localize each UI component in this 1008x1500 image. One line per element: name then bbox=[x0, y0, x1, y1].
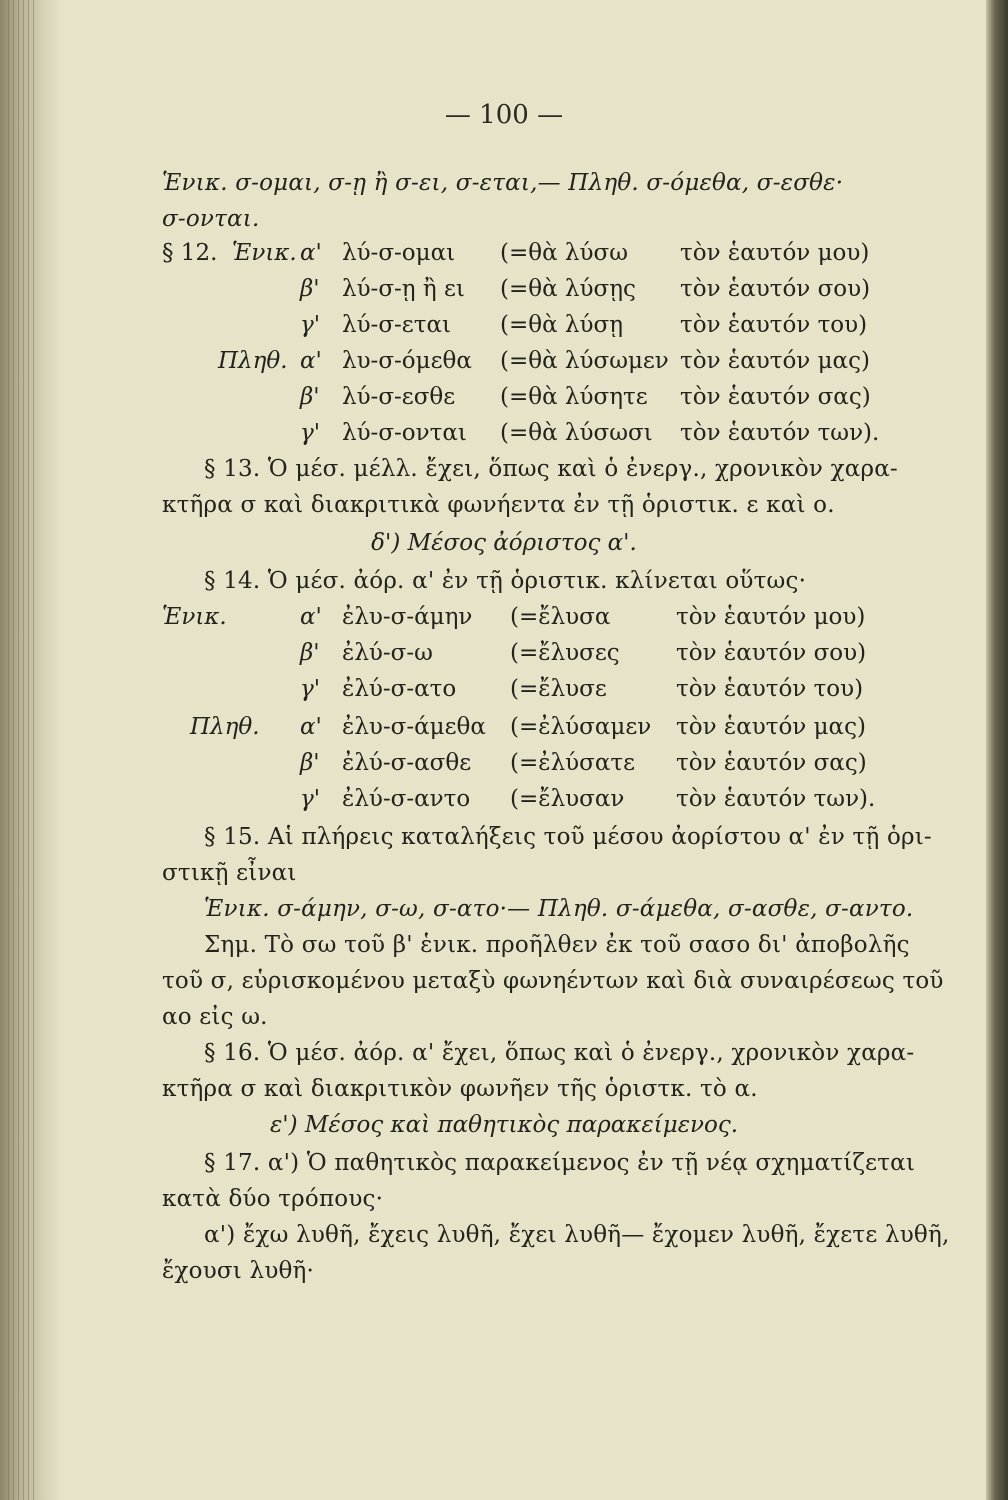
para15-line-1: § 15. Αἱ πλήρεις καταλήξεις τοῦ μέσου ἀορίστου α' ἐν τῇ ὁρι- bbox=[204, 824, 932, 850]
para16-line-2: κτῆρα σ καὶ διακριτικὸν φωνῆεν τῆς ὁριστκ. τὸ α. bbox=[162, 1076, 758, 1102]
row-person: γ' bbox=[300, 786, 321, 812]
row-person: β' bbox=[300, 750, 320, 776]
row-person: α' bbox=[300, 240, 322, 266]
row-equiv: (=ἐλύσαμεν bbox=[510, 714, 652, 740]
note-line-3: αο εἰς ω. bbox=[162, 1004, 268, 1030]
row-person: γ' bbox=[300, 312, 321, 338]
row-group: Πληθ. bbox=[190, 714, 260, 740]
row-equiv: (=θὰ λύσῃς bbox=[500, 276, 636, 302]
row-form: λύ-σ-ομαι bbox=[342, 240, 456, 266]
row-equiv: (=ἐλύσατε bbox=[510, 750, 636, 776]
row-group: Πληθ. bbox=[218, 348, 288, 374]
row-equiv: (=θὰ λύσῃ bbox=[500, 312, 623, 338]
row-refl: τὸν ἑαυτόν μου) bbox=[676, 604, 866, 630]
row-form: ἐλυ-σ-άμεθα bbox=[342, 714, 486, 740]
para17-line-2: κατὰ δύο τρόπους· bbox=[162, 1186, 384, 1212]
row-refl: τὸν ἑαυτόν σου) bbox=[680, 276, 871, 302]
para12-label: § 12. bbox=[162, 240, 218, 266]
row-equiv: (=θὰ λύσητε bbox=[500, 384, 648, 410]
row-form: ἐλύ-σ-ατο bbox=[342, 676, 457, 702]
row-equiv: (=θὰ λύσωμεν bbox=[500, 348, 669, 374]
row-person: β' bbox=[300, 276, 320, 302]
row-form: λύ-σ-εσθε bbox=[342, 384, 456, 410]
row-person: α' bbox=[300, 714, 322, 740]
row-group: Ἑνικ. bbox=[162, 604, 227, 630]
row-form: ἐλύ-σ-ασθε bbox=[342, 750, 472, 776]
row-refl: τὸν ἑαυτόν μας) bbox=[680, 348, 870, 374]
row-group: Ἑνικ. bbox=[232, 240, 297, 266]
row-refl: τὸν ἑαυτόν σας) bbox=[676, 750, 867, 776]
row-refl: τὸν ἑαυτόν των). bbox=[676, 786, 876, 812]
para14-intro: § 14. Ὁ μέσ. ἀόρ. α' ἐν τῇ ὁριστικ. κλίνεται οὕτως· bbox=[204, 568, 807, 594]
para13-line-1: § 13. Ὁ μέσ. μέλλ. ἔχει, ὅπως καὶ ὁ ἐνεργ., χρονικὸν χαρα- bbox=[204, 456, 898, 482]
row-person: α' bbox=[300, 604, 322, 630]
row-refl: τὸν ἑαυτόν μας) bbox=[676, 714, 866, 740]
note-line-2: τοῦ σ, εὑρισκομένου μεταξὺ φωνηέντων καὶ διὰ συναιρέσεως τοῦ bbox=[162, 968, 944, 994]
row-form: λύ-σ-ῃ ἢ ει bbox=[342, 276, 465, 302]
page-edges bbox=[8, 0, 38, 1500]
row-form: λυ-σ-όμεθα bbox=[342, 348, 472, 374]
row-equiv: (=θὰ λύσω bbox=[500, 240, 628, 266]
row-person: α' bbox=[300, 348, 322, 374]
para17-line-1: § 17. α') Ὁ παθητικὸς παρακείμενος ἐν τῇ νέᾳ σχηματίζεται bbox=[204, 1150, 916, 1176]
row-refl: τὸν ἑαυτόν σας) bbox=[680, 384, 871, 410]
row-refl: τὸν ἑαυτόν μου) bbox=[680, 240, 870, 266]
page-right-edge bbox=[986, 0, 1008, 1500]
row-person: β' bbox=[300, 640, 320, 666]
heading-delta: δ') Μέσος ἀόριστος α'. bbox=[371, 530, 637, 556]
row-refl: τὸν ἑαυτόν του) bbox=[676, 676, 864, 702]
row-form: λύ-σ-εται bbox=[342, 312, 451, 338]
row-refl: τὸν ἑαυτόν του) bbox=[680, 312, 868, 338]
row-equiv: (=ἔλυσες bbox=[510, 640, 620, 666]
para17-line-4: ἔχουσι λυθῆ· bbox=[162, 1258, 315, 1284]
row-form: ἐλύ-σ-αντο bbox=[342, 786, 471, 812]
row-equiv: (=ἔλυσαν bbox=[510, 786, 625, 812]
heading-epsilon: ε') Μέσος καὶ παθητικὸς παρακείμενος. bbox=[269, 1112, 739, 1138]
para16-line-1: § 16. Ὁ μέσ. ἀόρ. α' ἔχει, ὅπως καὶ ὁ ἐνεργ., χρονικὸν χαρα- bbox=[204, 1040, 915, 1066]
page-number: — 100 — bbox=[444, 100, 564, 130]
row-refl: τὸν ἑαυτόν σου) bbox=[676, 640, 867, 666]
intro-line-1: Ἑνικ. σ-ομαι, σ-ῃ ἢ σ-ει, σ-εται,— Πληθ. σ-όμεθα, σ-εσθε· bbox=[162, 170, 844, 196]
note-line-1: Σημ. Τὸ σω τοῦ β' ἑνικ. προῆλθεν ἐκ τοῦ σασο δι' ἀποβολῆς bbox=[204, 932, 910, 958]
para15-line-2: στικῇ εἶναι bbox=[162, 860, 297, 886]
row-equiv: (=θὰ λύσωσι bbox=[500, 420, 653, 446]
para13-line-2: κτῆρα σ καὶ διακριτικὰ φωνήεντα ἐν τῇ ὁριστικ. ε καὶ ο. bbox=[162, 492, 835, 518]
para15-line-3: Ἑνικ. σ-άμην, σ-ω, σ-ατο·— Πληθ. σ-άμεθα, σ-ασθε, σ-αντο. bbox=[204, 896, 914, 922]
row-refl: τὸν ἑαυτόν των). bbox=[680, 420, 880, 446]
intro-line-2: σ-ονται. bbox=[162, 206, 260, 232]
row-person: β' bbox=[300, 384, 320, 410]
row-form: λύ-σ-ονται bbox=[342, 420, 467, 446]
row-equiv: (=ἔλυσε bbox=[510, 676, 607, 702]
row-person: γ' bbox=[300, 420, 321, 446]
para17-line-3: α') ἔχω λυθῆ, ἔχεις λυθῆ, ἔχει λυθῆ— ἔχομεν λυθῆ, ἔχετε λυθῆ, bbox=[204, 1222, 950, 1248]
row-form: ἐλύ-σ-ω bbox=[342, 640, 433, 666]
row-form: ἐλυ-σ-άμην bbox=[342, 604, 473, 630]
row-equiv: (=ἔλυσα bbox=[510, 604, 611, 630]
row-person: γ' bbox=[300, 676, 321, 702]
